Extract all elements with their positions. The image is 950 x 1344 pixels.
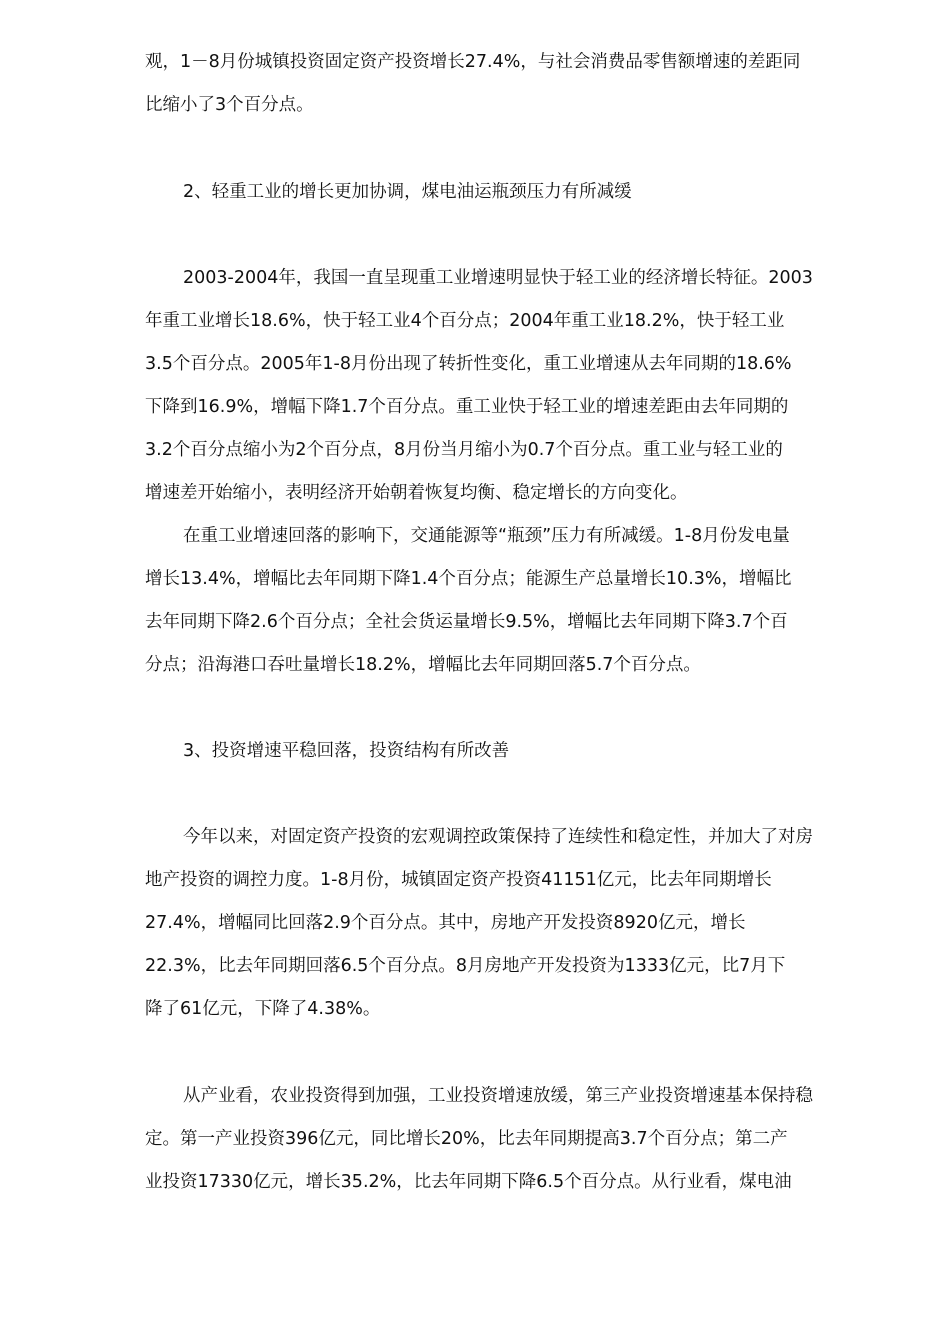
text-line: 分点；沿海港口吞吐量增长18.2%，增幅比去年同期回落5.7个百分点。 — [145, 655, 701, 675]
text-line: 3.5个百分点。2005年1-8月份出现了转折性变化，重工业增速从去年同期的18.6% — [145, 354, 792, 374]
text-line: 降了61亿元，下降了4.38%。 — [145, 999, 381, 1019]
section-heading-industry: 2、轻重工业的增长更加协调，煤电油运瓶颈压力有所减缓 — [183, 182, 632, 202]
text-line: 年重工业增长18.6%，快于轻工业4个百分点；2004年重工业18.2%，快于轻工业 — [145, 311, 785, 331]
section-heading-investment: 3、投资增速平稳回落，投资结构有所改善 — [183, 741, 510, 761]
text-line: 今年以来，对固定资产投资的宏观调控政策保持了连续性和稳定性，并加大了对房 — [183, 827, 813, 847]
text-line: 下降到16.9%，增幅下降1.7个百分点。重工业快于轻工业的增速差距由去年同期的 — [145, 397, 789, 417]
text-line: 增长13.4%，增幅比去年同期下降1.4个百分点；能源生产总量增长10.3%，增幅比 — [145, 569, 792, 589]
text-line: 22.3%，比去年同期回落6.5个百分点。8月房地产开发投资为1333亿元，比7月下 — [145, 956, 786, 976]
text-line: 增速差开始缩小，表明经济开始朝着恢复均衡、稳定增长的方向变化。 — [145, 483, 688, 503]
text-line: 观，1－8月份城镇投资固定资产投资增长27.4%，与社会消费品零售额增速的差距同 — [145, 52, 801, 72]
text-line: 3.2个百分点缩小为2个百分点，8月份当月缩小为0.7个百分点。重工业与轻工业的 — [145, 440, 783, 460]
text-line: 定。第一产业投资396亿元，同比增长20%，比去年同期提高3.7个百分点；第二产 — [145, 1129, 788, 1149]
text-line: 从产业看，农业投资得到加强，工业投资增速放缓，第三产业投资增速基本保持稳 — [183, 1086, 813, 1106]
text-line: 27.4%，增幅同比回落2.9个百分点。其中，房地产开发投资8920亿元，增长 — [145, 913, 746, 933]
text-line: 在重工业增速回落的影响下，交通能源等“瓶颈”压力有所减缓。1-8月份发电量 — [183, 526, 790, 546]
text-line: 业投资17330亿元，增长35.2%，比去年同期下降6.5个百分点。从行业看，煤电油 — [145, 1172, 792, 1192]
text-line: 去年同期下降2.6个百分点；全社会货运量增长9.5%，增幅比去年同期下降3.7个百 — [145, 612, 788, 632]
text-line: 比缩小了3个百分点。 — [145, 95, 314, 115]
text-line: 2003-2004年，我国一直呈现重工业增速明显快于轻工业的经济增长特征。2003 — [183, 268, 813, 288]
text-line: 地产投资的调控力度。1-8月份，城镇固定资产投资41151亿元，比去年同期增长 — [145, 870, 772, 890]
